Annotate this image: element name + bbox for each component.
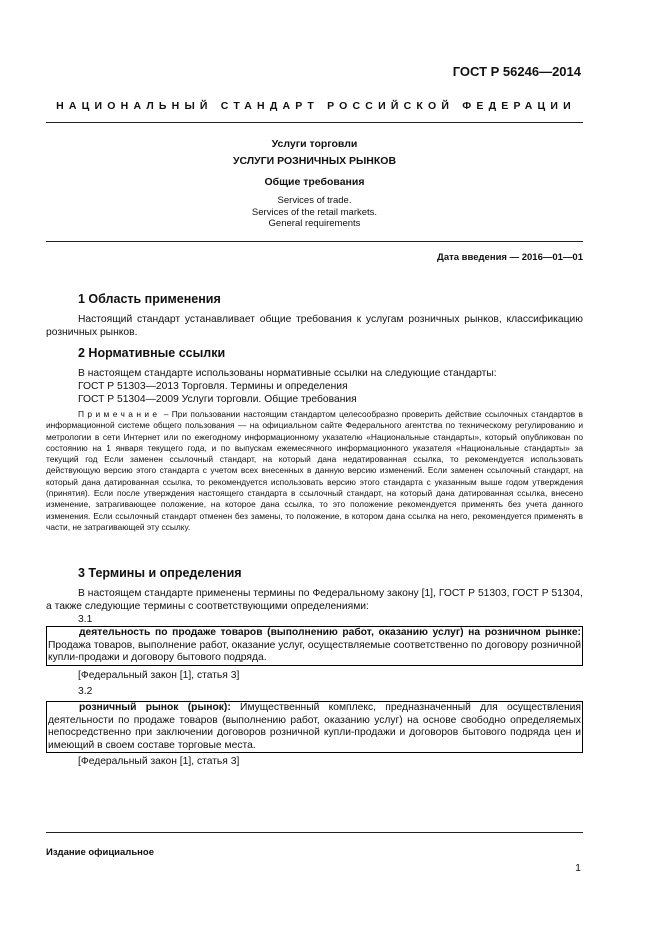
section-2-note — [46, 409, 583, 533]
section-1-text: Настоящий стандарт устанавливает общие требования к услугам розничных рынков, классификацию розничных рынков. — [46, 314, 583, 338]
term-number: 3.2 — [78, 686, 93, 697]
term-number: 3.1 — [78, 614, 93, 625]
note-label: Примечание — [78, 409, 161, 419]
term-name: деятельность по продаже товаров (выполнению работ, оказанию услуг) на розничном рынке: — [79, 627, 581, 638]
section-2-title: 2 Нормативные ссылки — [78, 346, 226, 360]
edition-label: Издание официальное — [46, 847, 154, 858]
term-definition: Имущественный комплекс, предназначенный для осуществления деятельности по продаже товаров (выполнению работ, оказанию услуг) на основе свободно определяемых непосредственно при заключении договоров розничной купли-продажи и договоров бытового подряда цен и имеющий в своем составе торговые места. — [48, 702, 581, 751]
term-source: [Федеральный закон [1], статья 3] — [78, 756, 240, 767]
term-definition-box — [46, 701, 583, 753]
normative-reference-1: ГОСТ Р 51303—2013 Торговля. Термины и определения — [78, 381, 348, 392]
section-2-intro: В настоящем стандарте использованы нормативные ссылки на следующие стандарты: — [78, 368, 497, 379]
term-source: [Федеральный закон [1], статья 3] — [78, 670, 240, 681]
english-title-line-3: General requirements — [268, 218, 361, 229]
english-title — [46, 195, 583, 230]
english-title-line-1: Services of trade. — [277, 195, 352, 206]
section-3-title: 3 Термины и определения — [78, 566, 242, 580]
page-number: 1 — [575, 862, 581, 874]
header-divider — [46, 122, 583, 123]
english-title-line-2: Services of the retail markets. — [251, 206, 378, 218]
title-line-2: УСЛУГИ РОЗНИЧНЫХ РЫНКОВ — [232, 155, 397, 167]
term-definition-box — [46, 626, 583, 666]
normative-reference-2: ГОСТ Р 51304—2009 Услуги торговли. Общие требования — [78, 394, 357, 405]
national-standard-heading: НАЦИОНАЛЬНЫЙ СТАНДАРТ РОССИЙСКОЙ ФЕДЕРАЦИИ — [56, 100, 576, 112]
note-text: – При пользовании настоящим стандартом целесообразно проверить действие ссылочных стандартов в информационной системе общего пользования — на официальном сайте Федерального агентства по техническому регулированию и метрологии в сети Интернет или по ежегодному информационному указателю «Национальные стандарты», который опубликован по состоянию на 1 января текущего года, и по выпускам ежемесячного информационного указателя «Национальные стандарты» за текущий год Если заменен ссылочный стандарт, на который дана недатированная ссылка, то рекомендуется использовать действующую версию этого стандарта с учетом всех внесенных в данную версию изменений. Если заменен ссылочный стандарт, на который дана датированная ссылка, то рекомендуется использовать версию этого стандарта с указанным выше годом утверждения (принятия). Если после утверждения настоящего стандарта в ссылочный стандарт, на который дана датированная ссылка, внесено изменение, затрагивающее положение, на которое дана ссылка, то это положение рекомендуется применять без учета данного изменения. Если ссылочный стандарт отменен без замены, то положение, в котором дана ссылка на него, рекомендуется применять в части, не затрагивающей эту ссылку. — [46, 409, 583, 532]
title-divider — [46, 241, 583, 242]
title-line-1: Услуги торговли — [271, 138, 358, 150]
section-1-title: 1 Область применения — [78, 292, 221, 306]
term-definition: Продажа товаров, выполнение работ, оказание услуг, осуществляемые соответственно по договору розничной купли-продажи и договору бытового подряда. — [48, 639, 581, 664]
introduction-date: Дата введения — 2016—01—01 — [437, 252, 583, 263]
term-name: розничный рынок (рынок): — [79, 702, 231, 713]
standard-number: ГОСТ Р 56246—2014 — [452, 64, 581, 79]
footer-divider — [46, 832, 583, 833]
section-3-intro: В настоящем стандарте применены термины по Федеральному закону [1], ГОСТ Р 51303, ГОСТ Р 51304, а также следующие термины с соответствующими определениями: — [46, 588, 583, 612]
title-line-3: Общие требования — [264, 176, 365, 188]
